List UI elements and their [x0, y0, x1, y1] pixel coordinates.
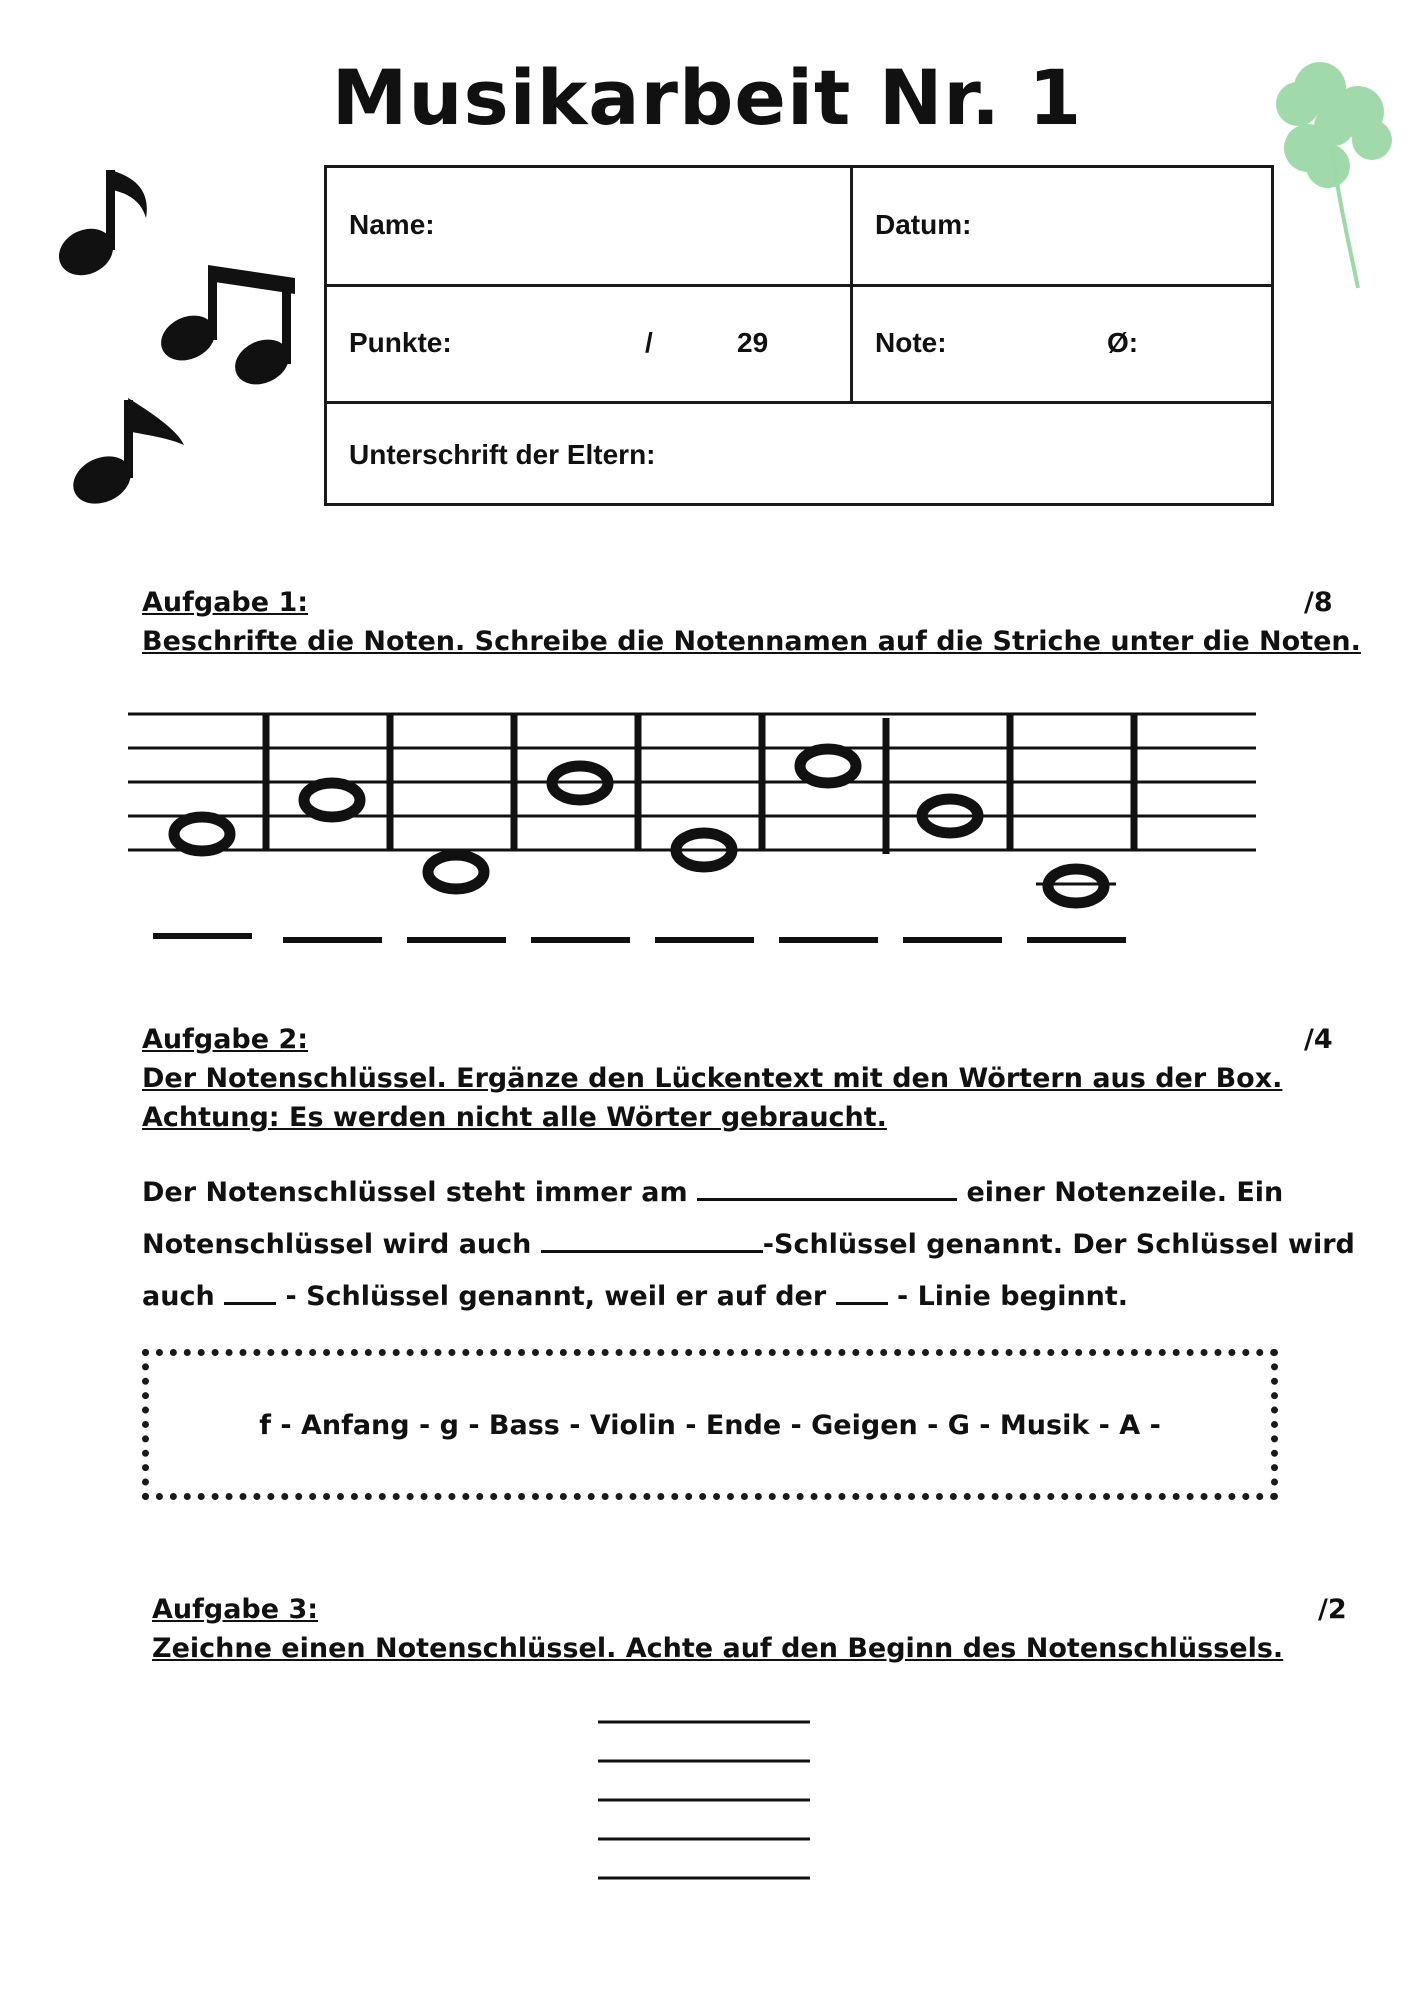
task3-instruction: Zeichne einen Notenschlüssel. Achte auf den Beginn des Notenschlüssels.	[152, 1633, 1284, 1664]
points-max: 29	[737, 327, 769, 358]
average-label: Ø:	[1107, 327, 1139, 358]
music-notes-decoration	[50, 160, 320, 520]
points-slash: /	[645, 327, 653, 358]
task1-instruction: Beschrifte die Noten. Schreibe die Notennamen auf die Striche unter die Noten.	[142, 626, 1361, 657]
gap-blank[interactable]	[541, 1222, 763, 1253]
date-label: Datum:	[875, 209, 972, 240]
task1-title: Aufgabe 1:	[142, 587, 309, 618]
drawing-staff[interactable]	[590, 1710, 820, 1890]
task3-points: /2	[1318, 1594, 1347, 1625]
word-box	[142, 1349, 1278, 1500]
gap-blank[interactable]	[836, 1274, 888, 1305]
header-table	[324, 165, 1274, 506]
task2-warning: Achtung: Es werden nicht alle Wörter gebraucht.	[142, 1102, 887, 1133]
task2-points: /4	[1304, 1024, 1333, 1055]
gap-text-segment: einer Notenzeile. Ein	[966, 1177, 1284, 1208]
gap-text-line	[142, 1274, 1128, 1315]
eighth-note-icon	[51, 170, 147, 284]
gap-blank[interactable]	[697, 1170, 957, 1201]
gap-blank[interactable]	[224, 1274, 276, 1305]
task1-points: /8	[1304, 587, 1333, 618]
whole-note-icon	[304, 783, 360, 817]
points-label: Punkte:	[349, 327, 452, 358]
whole-note-icon	[1036, 869, 1116, 903]
gap-text-segment: Der Notenschlüssel steht immer am	[142, 1177, 688, 1208]
signature-label: Unterschrift der Eltern:	[349, 439, 656, 470]
gap-text-segment: - Linie beginnt.	[896, 1281, 1129, 1312]
table-divider	[327, 284, 1271, 287]
task2-title: Aufgabe 2:	[142, 1024, 309, 1055]
task2-instruction: Der Notenschlüssel. Ergänze den Lückentext mit den Wörtern aus der Box.	[142, 1063, 1283, 1094]
whole-note-icon	[174, 817, 230, 851]
gap-text-segment: - Schlüssel genannt, weil er auf der	[285, 1281, 827, 1312]
table-divider	[850, 168, 853, 404]
eighth-note-icon	[66, 398, 184, 513]
gap-text-segment: Notenschlüssel wird auch	[142, 1229, 532, 1260]
whole-note-icon	[428, 855, 484, 889]
beamed-notes-icon	[154, 265, 297, 393]
gap-text-line	[142, 1170, 1283, 1211]
name-label: Name:	[349, 209, 435, 240]
whole-note-icon	[800, 749, 856, 783]
gap-text-line	[142, 1222, 1355, 1263]
table-divider	[327, 401, 1271, 404]
word-list: f - Anfang - g - Bass - Violin - Ende - Geigen - G - Musik - A -	[259, 1410, 1161, 1441]
gap-text-segment: auch	[142, 1281, 215, 1312]
page-title: Musikarbeit Nr. 1	[331, 53, 1083, 142]
grade-label: Note:	[875, 327, 947, 358]
gap-text-segment: -Schlüssel genannt. Der Schlüssel wird	[762, 1229, 1355, 1260]
answer-lines	[153, 936, 1126, 940]
music-staff	[0, 700, 1414, 960]
task3-title: Aufgabe 3:	[152, 1594, 319, 1625]
